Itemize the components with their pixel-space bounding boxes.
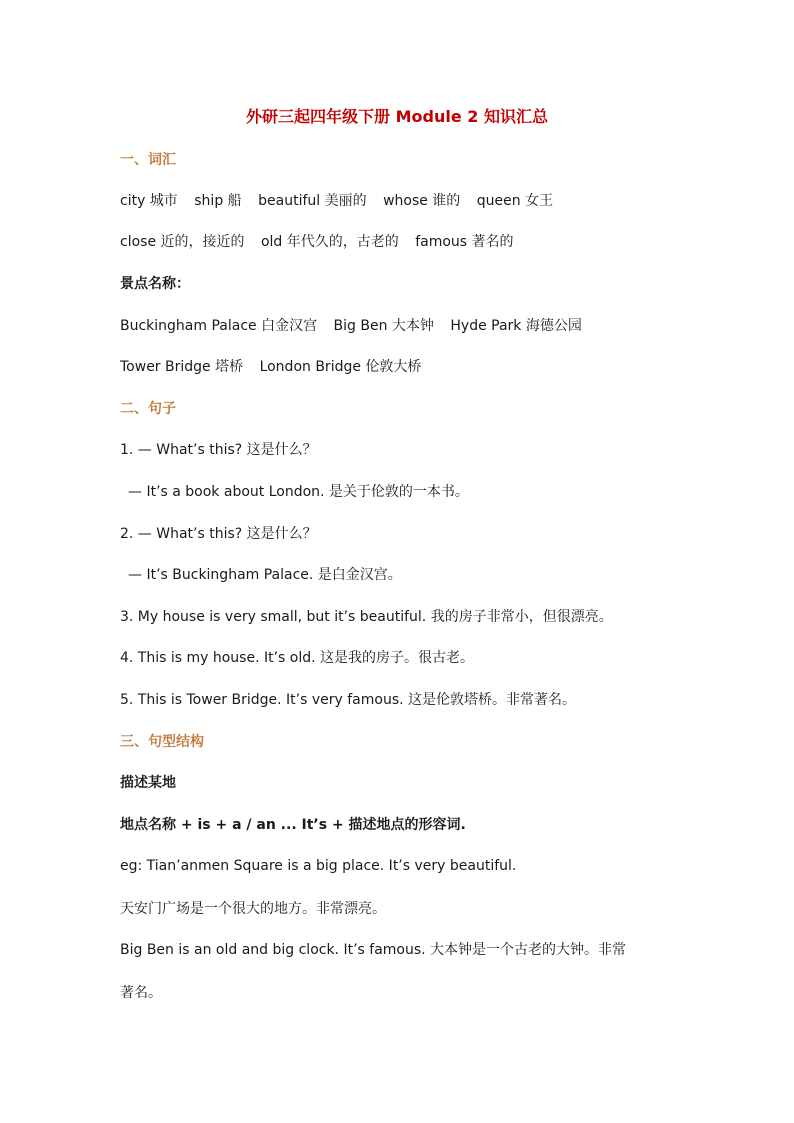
- places-label: 景点名称：: [120, 276, 190, 292]
- structure-subheading: 描述某地: [120, 775, 176, 791]
- sentence-item: 5. This is Tower Bridge. It’s very famous. 这是伦敦塔桥。非常著名。: [120, 692, 577, 708]
- place-item: Tower Bridge 塔桥: [120, 359, 244, 375]
- structure-pattern: 地点名称 + is + a / an ... It’s + 描述地点的形容词.: [120, 817, 466, 833]
- vocab-line-1: [120, 191, 553, 211]
- place-item: London Bridge 伦敦大桥: [259, 359, 422, 375]
- section-heading-structures: 三、句型结构: [120, 734, 204, 750]
- section-heading-vocabulary: 一、词汇: [120, 152, 176, 168]
- place-item: Big Ben 大本钟: [333, 318, 434, 334]
- vocab-item: ship 船: [194, 193, 242, 209]
- sentence-item: 2. — What’s this? 这是什么？: [120, 526, 317, 542]
- example-translation: 天安门广场是一个很大的地方。非常漂亮。: [120, 901, 386, 917]
- sentence-item: 4. This is my house. It’s old. 这是我的房子。很古老。: [120, 650, 475, 666]
- vocab-item: beautiful 美丽的: [258, 193, 367, 209]
- vocab-item: queen 女王: [476, 193, 554, 209]
- vocab-item: whose 谁的: [383, 193, 461, 209]
- document-title: 外研三起四年级下册 Module 2 知识汇总: [246, 107, 548, 126]
- example-sentence: eg: Tian’anmen Square is a big place. It’s very beautiful.: [120, 858, 517, 874]
- vocab-item: old 年代久的，古老的: [260, 234, 399, 250]
- place-item: Buckingham Palace 白金汉宫: [120, 318, 318, 334]
- sentence-item: — It’s a book about London. 是关于伦敦的一本书。: [128, 484, 469, 500]
- place-item: Hyde Park 海德公园: [450, 318, 582, 334]
- sentence-item: 1. — What’s this? 这是什么？: [120, 442, 317, 458]
- section-heading-sentences: 二、句子: [120, 401, 176, 417]
- vocab-item: famous 著名的: [415, 234, 514, 250]
- example-sentence: Big Ben is an old and big clock. It’s famous. 大本钟是一个古老的大钟。非常: [120, 942, 627, 958]
- places-line-1: [120, 316, 582, 336]
- sentence-item: 3. My house is very small, but it’s beautiful. 我的房子非常小，但很漂亮。: [120, 609, 613, 625]
- sentence-item: — It’s Buckingham Palace. 是白金汉宫。: [128, 567, 402, 583]
- vocab-line-2: [120, 232, 514, 252]
- example-sentence-continued: 著名。: [120, 985, 162, 1001]
- places-line-2: [120, 357, 421, 377]
- vocab-item: close 近的，接近的: [120, 234, 245, 250]
- vocab-item: city 城市: [120, 193, 178, 209]
